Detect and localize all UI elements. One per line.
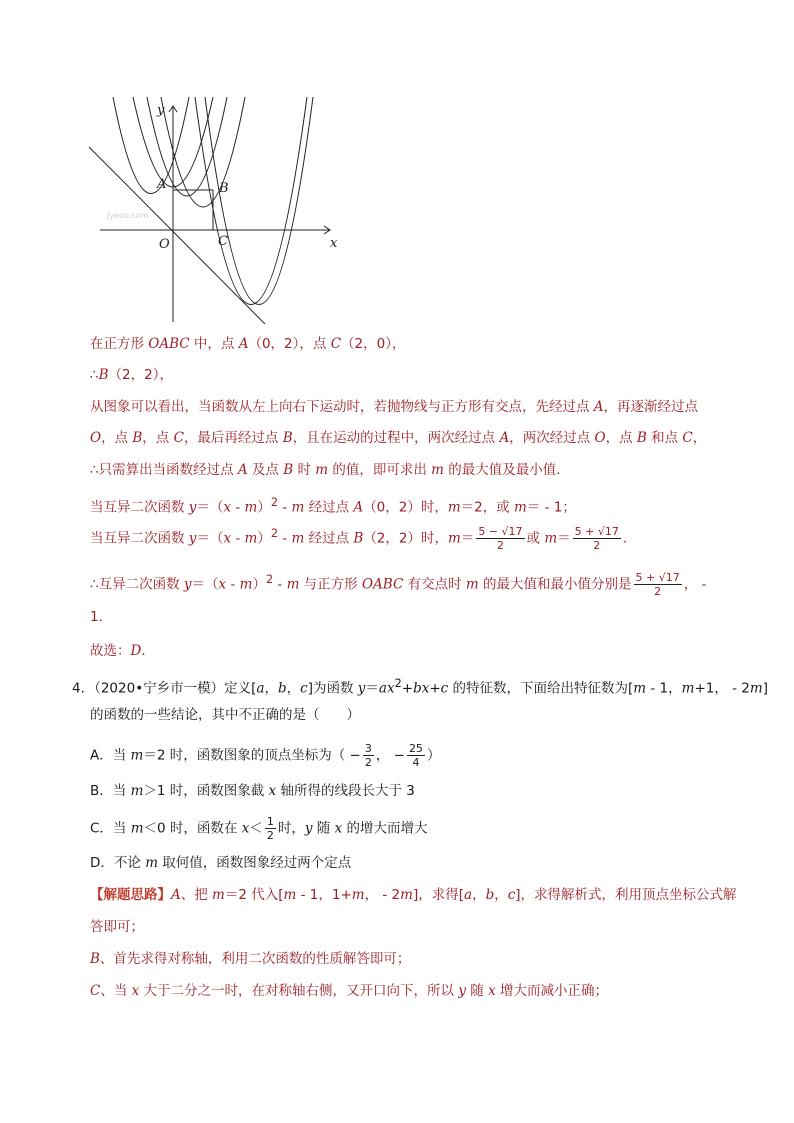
- solution-line-9: 1．: [90, 609, 113, 625]
- watermark: Jyeoo.com: [107, 211, 149, 220]
- option-b: B．当 m＞1 时，函数图象截 x 轴所得的线段长大于 3: [90, 783, 415, 799]
- option-a: A．当 m＝2 时，函数图象的顶点坐标为（ − $\frac{3}{2}$ ， − $\frac{25}{4}$ ）: [90, 742, 441, 769]
- fraction-m-min: $\frac{5 - √17}{2}$: [478, 525, 523, 552]
- option-d: D．不论 m 取何值，函数图象经过两个定点: [90, 855, 352, 871]
- hint-line-4: C、当 x 大于二分之一时，在对称轴右侧，又开口向下，所以 y 随 x 增大而减小正确；: [90, 983, 609, 999]
- vertex-path-line: [89, 147, 265, 324]
- solution-line-1: 在正方形 OABC 中，点 A（0，2），点 C（2，0），: [90, 336, 406, 352]
- option-c: C．当 m＜0 时，函数在 x＜ $\frac{1}{2}$ 时，y 随 x 的增大而增大: [90, 815, 428, 842]
- question-4-stem: 4．（2020•宁乡市一模）定义[a，b，c]为函数 $y=ax^2+bx+c$ 的特征数，下面给出特征数为[m - 1，m+1， - 2m]: [72, 677, 768, 697]
- hint-line-2: 答即可；: [90, 919, 144, 935]
- solution-line-5: ∴只需算出当函数经过点 A 及点 B 时 m 的值，即可求出 m 的最大值及最小值．: [90, 462, 570, 478]
- solution-line-8: ∴互异二次函数 y＝（x - m）$^2$ - m 与正方形 OABC 有交点时 m 的最大值和最小值分别是 $\frac{5 + √17}{2}$ ， -: [90, 571, 707, 598]
- solution-line-3: 从图象可以看出，当函数从左上向右下运动时，若抛物线与正方形有交点，先经过点 A，再逐渐经过点: [90, 399, 699, 415]
- parabola-1: [113, 97, 189, 194]
- parabola-figure: [85, 92, 345, 324]
- solution-line-7: 当互异二次函数 y＝（x - m）$^2$ - m 经过点 B（2，2）时，m＝ $\frac{5 - √17}{2}$ 或 m＝ $\frac{5 + √17}{2}$ .: [90, 525, 628, 552]
- fraction-1-2: $\frac{1}{2}$: [266, 815, 274, 842]
- question-4-stem-cont: 的函数的一些结论，其中不正确的是（ ）: [90, 707, 360, 723]
- label-x: x: [330, 236, 338, 251]
- label-b: B: [219, 181, 229, 196]
- solution-line-6: 当互异二次函数 y＝（x - m）$^2$ - m 经过点 A（0，2）时，m＝2，或 m＝ - 1；: [90, 496, 576, 516]
- label-a: A: [157, 177, 167, 192]
- fraction-25-4: $\frac{25}{4}$: [408, 742, 423, 769]
- label-y: y: [157, 103, 165, 118]
- solution-line-2: ∴B（2，2），: [90, 367, 173, 383]
- hint-line-1: 【解题思路】A、把 m＝2 代入[m - 1，1+m， - 2m]，求得[a，b，c]，求得解析式，利用顶点坐标公式解: [90, 887, 737, 903]
- solution-line-4: O，点 B，点 C，最后再经过点 B，且在运动的过程中，两次经过点 A，两次经过点 O，点 B 和点 C，: [90, 430, 707, 446]
- parabola-6: [205, 97, 313, 305]
- label-o: O: [159, 237, 170, 252]
- hint-tag: 【解题思路】: [90, 887, 171, 903]
- fraction-3-2: $\frac{3}{2}$: [364, 742, 372, 769]
- hint-line-3: B、首先求得对称轴，利用二次函数的性质解答即可；: [90, 951, 411, 967]
- parabola-5: [195, 97, 307, 305]
- fraction-m-max: $\frac{5 + √17}{2}$: [574, 525, 619, 552]
- label-c: C: [218, 234, 228, 249]
- fraction-answer: $\frac{5 + √17}{2}$: [635, 571, 680, 598]
- solution-line-10: 故选：D．: [90, 643, 155, 659]
